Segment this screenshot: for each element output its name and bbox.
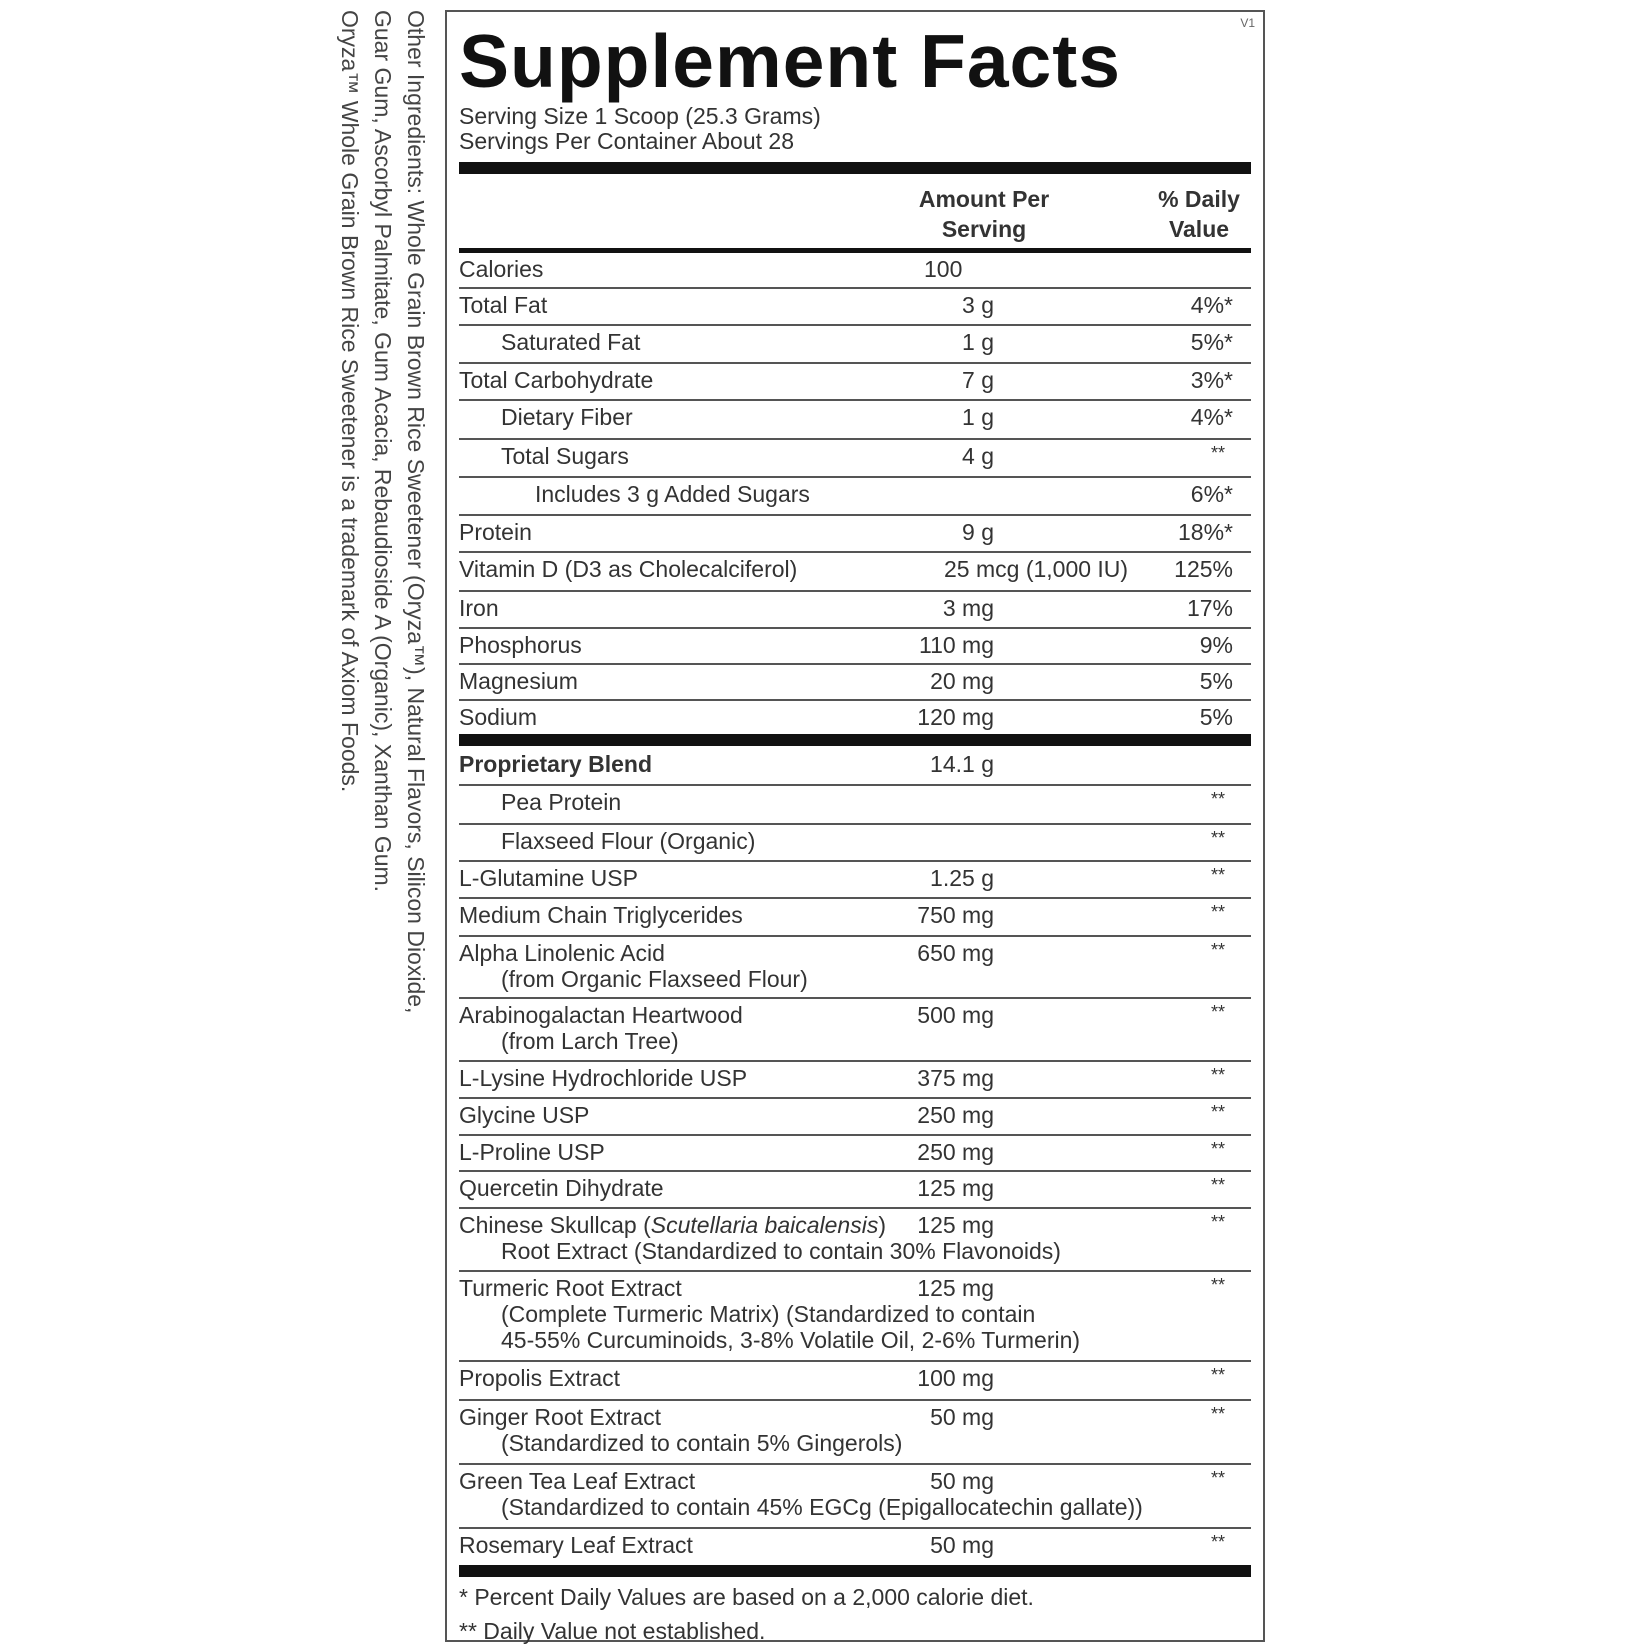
nutrient-amount: 100: [924, 256, 963, 282]
nutrient-row: [459, 553, 1251, 592]
nutrient-amount: 20 mg: [930, 668, 994, 694]
ingredient-amount: 125 mg: [917, 1175, 994, 1201]
header-dv-line-2: Value: [1168, 216, 1230, 242]
ingredient-dv: **: [1210, 1468, 1225, 1488]
nutrient-dv: 5%: [1199, 668, 1233, 694]
ingredient-name-main: Chinese Skullcap (: [459, 1212, 651, 1238]
nutrient-row: [459, 440, 1251, 478]
ingredient-amount: 125 mg: [917, 1212, 994, 1238]
nutrient-row: [459, 364, 1251, 401]
ingredient-name: Medium Chain Triglycerides: [459, 902, 743, 928]
ingredient-amount: 50 mg: [930, 1532, 994, 1558]
ingredient-name-sub: (from Organic Flaxseed Flour): [501, 966, 808, 992]
ingredient-amount: 500 mg: [917, 1002, 994, 1028]
nutrient-amount: 1 g: [962, 329, 994, 355]
ingredient-name: Propolis Extract: [459, 1365, 621, 1391]
blend-item-name: Pea Protein: [501, 789, 622, 815]
servings-per-container: Servings Per Container About 28: [459, 128, 794, 154]
blend-row: [459, 748, 1251, 786]
nutrient-row: [459, 629, 1251, 665]
nutrient-row: [459, 701, 1251, 735]
ingredient-row: [459, 937, 1251, 999]
ingredient-name: [459, 940, 808, 992]
ingredient-row: [459, 862, 1251, 899]
nutrient-row: [459, 289, 1251, 326]
serving-info: [459, 104, 821, 154]
ingredient-row: [459, 1099, 1251, 1136]
nutrient-dv: 18%*: [1178, 519, 1233, 545]
serving-size: Serving Size 1 Scoop (25.3 Grams): [459, 103, 821, 129]
ingredient-row: [459, 1172, 1251, 1209]
ingredient-name: Rosemary Leaf Extract: [459, 1532, 693, 1558]
blend-amount: 14.1 g: [930, 751, 994, 777]
ingredient-name: L-Proline USP: [459, 1139, 605, 1165]
nutrient-name: Magnesium: [459, 668, 578, 694]
ingredient-name-main: Ginger Root Extract: [459, 1404, 661, 1430]
ingredient-dv: **: [1210, 1065, 1225, 1085]
nutrient-name: Vitamin D (D3 as Cholecalciferol): [459, 556, 798, 582]
nutrient-dv: 5%: [1199, 704, 1233, 730]
header-amount-line-1: Amount Per: [918, 186, 1050, 212]
nutrient-name: Total Carbohydrate: [459, 367, 654, 393]
ingredient-dv: **: [1210, 1404, 1225, 1424]
ingredient-row: [459, 899, 1251, 937]
nutrient-name: Sodium: [459, 704, 537, 730]
blend-item-row: [459, 825, 1251, 862]
ingredient-dv: **: [1210, 1175, 1225, 1195]
nutrient-dv: 6%*: [1190, 481, 1233, 507]
nutrient-dv: 9%: [1199, 632, 1233, 658]
ingredient-row: [459, 1465, 1251, 1529]
ingredient-dv: **: [1210, 1212, 1225, 1232]
nutrient-name: Iron: [459, 595, 499, 621]
ingredient-dv: **: [1210, 902, 1225, 922]
nutrient-row: [459, 665, 1251, 701]
ingredient-name-sub: Root Extract (Standardized to contain 30% Flavonoids): [501, 1238, 1061, 1264]
footnote-not-established: ** Daily Value not established.: [459, 1618, 766, 1644]
thick-divider-bottom: [459, 1565, 1251, 1577]
nutrient-row: [459, 592, 1251, 629]
ingredient-name-close: ): [878, 1212, 887, 1238]
ingredient-row: [459, 999, 1251, 1062]
ingredient-dv: **: [1210, 1139, 1225, 1159]
ingredient-name-sub: (Complete Turmeric Matrix) (Standardized to contain: [501, 1301, 1036, 1327]
ingredient-name-sub: (Standardized to contain 45% EGCg (Epigallocatechin gallate)): [501, 1494, 1143, 1520]
thick-divider-middle: [459, 734, 1251, 746]
ingredient-row: [459, 1272, 1251, 1362]
other-ingredients: [333, 10, 432, 1014]
blend-item-name: Flaxseed Flour (Organic): [501, 828, 756, 854]
nutrient-amount: 3 g: [962, 292, 994, 318]
ingredient-amount: 750 mg: [917, 902, 994, 928]
ingredient-dv: **: [1210, 1275, 1225, 1295]
ingredient-name: [459, 1468, 1143, 1520]
other-ingredients-line-1: Other Ingredients: Whole Grain Brown Rice Sweetener (Oryza™), Natural Flavors, Silicon Dioxide,: [403, 10, 429, 1014]
ingredient-dv: **: [1210, 865, 1225, 885]
ingredient-name: L-Lysine Hydrochloride USP: [459, 1065, 748, 1091]
ingredient-name: Glycine USP: [459, 1102, 590, 1128]
nutrient-amount: 9 g: [962, 519, 994, 545]
supplement-facts-panel: [445, 10, 1265, 1642]
ingredient-row: [459, 1209, 1251, 1272]
nutrient-name: Includes 3 g Added Sugars: [535, 481, 810, 507]
ingredient-amount: 100 mg: [917, 1365, 994, 1391]
version-code: V1: [1240, 16, 1255, 30]
nutrient-name: Total Fat: [459, 292, 548, 318]
nutrient-dv: 17%: [1186, 595, 1233, 621]
header-dv-line-1: % Daily: [1158, 186, 1240, 212]
nutrient-dv: 5%*: [1190, 329, 1233, 355]
other-ingredients-line-3: Oryza™ Whole Grain Brown Rice Sweetener is a trademark of Axiom Foods.: [337, 10, 363, 793]
nutrient-dv: 4%*: [1190, 404, 1233, 430]
ingredient-name: L-Glutamine USP: [459, 865, 638, 891]
ingredient-dv: **: [1210, 940, 1225, 960]
ingredient-amount: 650 mg: [917, 940, 994, 966]
nutrient-row: [459, 401, 1251, 440]
nutrient-name: Dietary Fiber: [501, 404, 633, 430]
nutrient-amount: 1 g: [962, 404, 994, 430]
ingredient-amount: 50 mg: [930, 1468, 994, 1494]
header-daily-value: [1139, 184, 1259, 244]
header-amount-per-serving: [899, 184, 1069, 244]
nutrient-name: Phosphorus: [459, 632, 582, 658]
ingredient-name-sub: (from Larch Tree): [501, 1028, 679, 1054]
nutrient-name: Protein: [459, 519, 532, 545]
blend-item-row: [459, 786, 1251, 825]
blend-item-dv: **: [1210, 828, 1225, 848]
ingredient-latin-name: Scutellaria baicalensis: [650, 1212, 879, 1238]
ingredient-dv: **: [1210, 1102, 1225, 1122]
nutrient-name: Calories: [459, 256, 544, 282]
ingredient-name-main: Green Tea Leaf Extract: [459, 1468, 696, 1494]
ingredient-dv: **: [1210, 1365, 1225, 1385]
blend-item-dv: **: [1210, 789, 1225, 809]
ingredient-name-main: Alpha Linolenic Acid: [459, 940, 665, 966]
ingredient-amount: 1.25 g: [930, 865, 994, 891]
header-amount-line-2: Serving: [941, 216, 1027, 242]
nutrient-amount: 110 mg: [918, 632, 994, 658]
nutrient-dv: 4%*: [1190, 292, 1233, 318]
nutrient-amount: 7 g: [962, 367, 994, 393]
ingredient-name-sub: (Standardized to contain 5% Gingerols): [501, 1430, 903, 1456]
nutrient-amount: 3 mg: [942, 595, 994, 621]
ingredient-row: [459, 1362, 1251, 1401]
nutrient-row: [459, 326, 1251, 364]
ingredient-name: [459, 1002, 743, 1054]
ingredient-name-sub-2: 45-55% Curcuminoids, 3-8% Volatile Oil, 2-6% Turmerin): [501, 1327, 1081, 1353]
nutrient-row: [459, 478, 1251, 516]
ingredient-row: [459, 1401, 1251, 1465]
ingredient-name-main: Turmeric Root Extract: [459, 1275, 682, 1301]
ingredient-dv: **: [1210, 1532, 1225, 1552]
nutrient-dv: **: [1210, 443, 1225, 463]
nutrient-amount: 4 g: [962, 443, 994, 469]
nutrient-row: [459, 516, 1251, 553]
footnote-percent: * Percent Daily Values are based on a 2,000 calorie diet.: [459, 1584, 1034, 1610]
panel-title: Supplement Facts: [459, 19, 1121, 103]
ingredient-name: Quercetin Dihydrate: [459, 1175, 664, 1201]
thick-divider-top: [459, 162, 1251, 174]
nutrient-name: Saturated Fat: [501, 329, 641, 355]
ingredient-amount: 250 mg: [917, 1102, 994, 1128]
ingredient-amount: 375 mg: [917, 1065, 994, 1091]
ingredient-row: [459, 1136, 1251, 1172]
nutrient-name: Total Sugars: [501, 443, 629, 469]
other-ingredients-line-2: Guar Gum, Ascorbyl Palmitate, Gum Acacia, Rebaudioside A (Organic), Xanthan Gum.: [370, 10, 396, 893]
ingredient-amount: 125 mg: [917, 1275, 994, 1301]
nutrient-amount: 120 mg: [917, 704, 994, 730]
nutrient-amount: 25 mcg (1,000 IU): [944, 556, 1129, 582]
ingredient-row: [459, 1529, 1251, 1564]
ingredient-row: [459, 1062, 1251, 1099]
ingredient-amount: 50 mg: [930, 1404, 994, 1430]
nutrient-row: [459, 253, 1251, 289]
ingredient-name-main: Arabinogalactan Heartwood: [459, 1002, 743, 1028]
ingredient-dv: **: [1210, 1002, 1225, 1022]
nutrient-dv: 125%: [1174, 556, 1233, 582]
ingredient-name: [459, 1404, 902, 1456]
ingredient-amount: 250 mg: [917, 1139, 994, 1165]
blend-name: Proprietary Blend: [459, 751, 652, 777]
nutrient-dv: 3%*: [1190, 367, 1233, 393]
